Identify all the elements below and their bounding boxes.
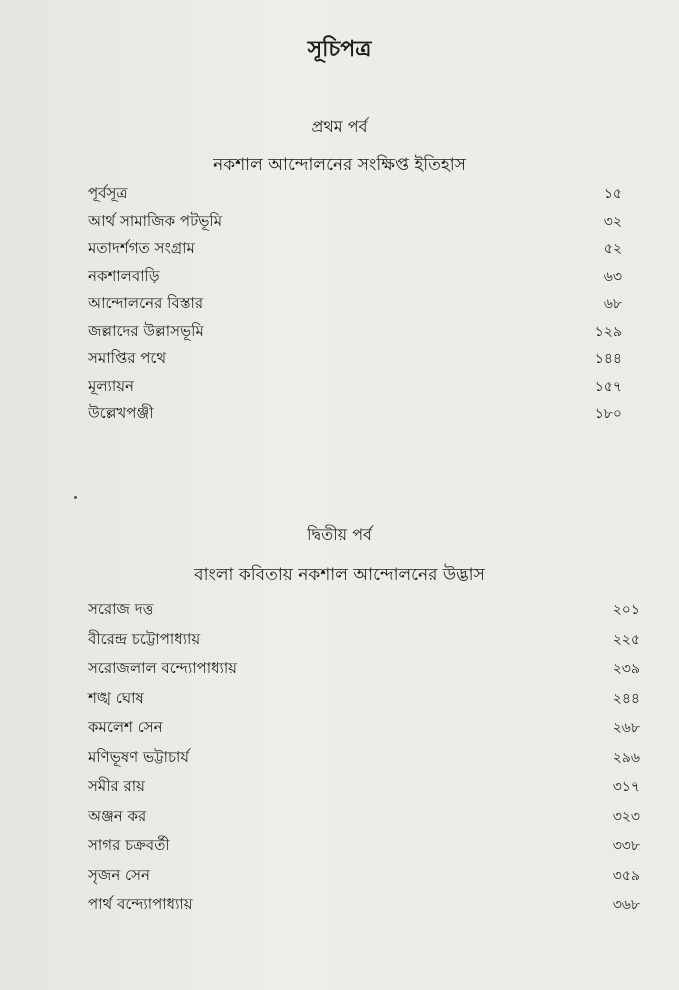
page-title: সূচিপত্র bbox=[307, 36, 372, 62]
toc-entry-page-number: ২৪৪ bbox=[612, 690, 640, 707]
toc-entry-page-number: ৬৮ bbox=[603, 296, 622, 312]
toc-entry-page-number: ১৫৭ bbox=[594, 378, 622, 395]
toc-entry bbox=[88, 210, 622, 232]
toc-entry-page-number: ২৩৯ bbox=[612, 661, 640, 677]
part1-subtitle: নকশাল আন্দোলনের সংক্ষিপ্ত ইতিহাস bbox=[213, 155, 466, 175]
toc-entry-page-number: ২৯৬ bbox=[612, 749, 640, 766]
part2-heading: দ্বিতীয় পর্ব bbox=[307, 525, 372, 544]
toc-entry-page-number: ১৪৪ bbox=[594, 351, 622, 367]
toc-entry-page-number: ৫২ bbox=[603, 241, 622, 257]
toc-entry-page-number: ৩৩৮ bbox=[612, 838, 640, 854]
toc-entry bbox=[88, 402, 622, 424]
toc-entry bbox=[88, 775, 640, 797]
toc-entry-title: সরোজলাল বন্দ্যোপাধ্যায় bbox=[88, 659, 238, 677]
toc-entry-page-number: ১৫ bbox=[603, 186, 622, 202]
toc-entry-page-number: ২৬৮ bbox=[612, 720, 640, 736]
toc-entry-page-number: ৩২৩ bbox=[612, 808, 640, 825]
toc-entry-page-number: ২২৫ bbox=[612, 631, 640, 648]
toc-entry-title: নকশালবাড়ি bbox=[88, 266, 160, 285]
toc-entry-page-number: ৩২ bbox=[603, 213, 622, 230]
toc-entry-title: পার্থ বন্দ্যোপাধ্যায় bbox=[88, 895, 193, 913]
toc-entry-title: মতাদর্শগত সংগ্রাম bbox=[88, 239, 195, 257]
toc-entry-title: সমীর রায় bbox=[88, 777, 145, 795]
toc-entry bbox=[88, 746, 640, 768]
toc-entry bbox=[88, 375, 622, 397]
toc-entry-title: অঞ্জন কর bbox=[88, 806, 147, 825]
toc-entry-page-number: ২০১ bbox=[612, 602, 640, 618]
toc-entry-page-number: ১৮০ bbox=[594, 406, 622, 422]
toc-entry bbox=[88, 598, 640, 620]
toc-entry bbox=[88, 265, 622, 287]
toc-entry-title: পূর্বসূত্র bbox=[88, 184, 128, 202]
toc-entry bbox=[88, 834, 640, 856]
toc-entry-title: জল্লাদের উল্লাসভূমি bbox=[88, 321, 204, 340]
toc-entry bbox=[88, 893, 640, 915]
toc-entry-title: সমাপ্তির পথে bbox=[88, 349, 167, 367]
toc-entry bbox=[88, 864, 640, 886]
toc-entry-title: সৃজন সেন bbox=[88, 865, 150, 884]
toc-entry-title: কমলেশ সেন bbox=[88, 718, 163, 736]
page-speck bbox=[74, 496, 77, 499]
toc-entry-title: আন্দোলনের বিস্তার bbox=[88, 294, 204, 312]
toc-entry-page-number: ১২৯ bbox=[594, 323, 622, 340]
toc-entry bbox=[88, 657, 640, 679]
toc-entry bbox=[88, 687, 640, 709]
part1-heading: প্রথম পর্ব bbox=[311, 117, 368, 136]
toc-entry bbox=[88, 320, 622, 342]
toc-entry-title: বীরেন্দ্র চট্টোপাধ্যায় bbox=[88, 629, 201, 648]
toc-entry-title: মণিভূষণ ভট্টাচার্য bbox=[88, 747, 190, 766]
toc-entry bbox=[88, 182, 622, 204]
toc-entry-title: সরোজ দত্ত bbox=[88, 600, 154, 618]
toc-entry-title: সাগর চক্রবর্তী bbox=[88, 836, 170, 854]
toc-entry-page-number: ৩৫৯ bbox=[612, 867, 640, 884]
toc-entry bbox=[88, 805, 640, 827]
toc-entry-page-number: ৩১৭ bbox=[612, 779, 640, 795]
toc-entry-title: মূল্যায়ন bbox=[88, 376, 134, 395]
toc-entry-title: উল্লেখপঞ্জী bbox=[88, 404, 154, 422]
toc-entry-page-number: ৩৬৮ bbox=[612, 897, 640, 913]
toc-entry-page-number: ৬৩ bbox=[603, 268, 622, 285]
toc-entry bbox=[88, 716, 640, 738]
toc-entry bbox=[88, 292, 622, 314]
part2-subtitle: বাংলা কবিতায় নকশাল আন্দোলনের উদ্ভাস bbox=[194, 565, 485, 585]
toc-entry bbox=[88, 237, 622, 259]
toc-entry-title: শঙ্খ ঘোষ bbox=[88, 688, 144, 707]
toc-entry bbox=[88, 628, 640, 650]
toc-entry-title: আর্থ সামাজিক পটভূমি bbox=[88, 211, 223, 230]
toc-entry bbox=[88, 347, 622, 369]
